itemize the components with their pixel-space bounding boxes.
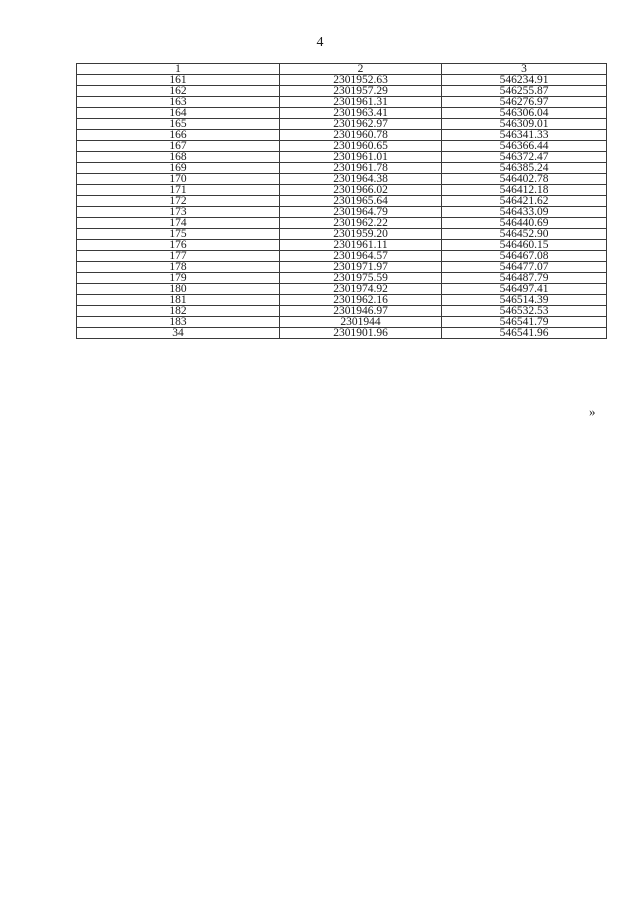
y-coordinate-cell: 546341.33 xyxy=(442,130,607,141)
x-coordinate-cell: 2301944 xyxy=(280,317,442,328)
point-number-cell: 177 xyxy=(77,251,280,262)
y-coordinate-cell: 546497.41 xyxy=(442,284,607,295)
y-coordinate-cell: 546460.15 xyxy=(442,240,607,251)
table-row xyxy=(77,86,607,97)
point-number-cell: 165 xyxy=(77,119,280,130)
y-coordinate-cell: 546452.90 xyxy=(442,229,607,240)
x-coordinate-cell: 2301964.57 xyxy=(280,251,442,262)
y-coordinate-cell: 546477.07 xyxy=(442,262,607,273)
point-number-cell: 169 xyxy=(77,163,280,174)
x-coordinate-cell: 2301963.41 xyxy=(280,108,442,119)
point-number-cell: 162 xyxy=(77,86,280,97)
y-coordinate-cell: 546234.91 xyxy=(442,75,607,86)
y-coordinate-cell: 546487.79 xyxy=(442,273,607,284)
point-number-cell: 174 xyxy=(77,218,280,229)
point-number-cell: 173 xyxy=(77,207,280,218)
x-coordinate-cell: 2301962.16 xyxy=(280,295,442,306)
point-number-cell: 166 xyxy=(77,130,280,141)
point-number-cell: 180 xyxy=(77,284,280,295)
table-row xyxy=(77,229,607,240)
x-coordinate-cell: 2301975.59 xyxy=(280,273,442,284)
table-row xyxy=(77,196,607,207)
x-coordinate-cell: 2301962.97 xyxy=(280,119,442,130)
x-coordinate-cell: 2301961.31 xyxy=(280,97,442,108)
table-row xyxy=(77,306,607,317)
point-number-cell: 182 xyxy=(77,306,280,317)
table-row xyxy=(77,75,607,86)
point-number-cell: 172 xyxy=(77,196,280,207)
y-coordinate-cell: 546366.44 xyxy=(442,141,607,152)
table-row xyxy=(77,97,607,108)
table-row xyxy=(77,218,607,229)
y-coordinate-cell: 546255.87 xyxy=(442,86,607,97)
point-number-cell: 164 xyxy=(77,108,280,119)
y-coordinate-cell: 546541.96 xyxy=(442,328,607,339)
table-row xyxy=(77,174,607,185)
x-coordinate-cell: 2301960.65 xyxy=(280,141,442,152)
x-coordinate-cell: 2301959.20 xyxy=(280,229,442,240)
column-header-x: 2 xyxy=(280,64,442,75)
x-coordinate-cell: 2301946.97 xyxy=(280,306,442,317)
table-header-row xyxy=(77,64,607,75)
table-row xyxy=(77,119,607,130)
table-row xyxy=(77,240,607,251)
point-number-cell: 170 xyxy=(77,174,280,185)
x-coordinate-cell: 2301952.63 xyxy=(280,75,442,86)
y-coordinate-cell: 546372.47 xyxy=(442,152,607,163)
y-coordinate-cell: 546532.53 xyxy=(442,306,607,317)
point-number-cell: 181 xyxy=(77,295,280,306)
y-coordinate-cell: 546541.79 xyxy=(442,317,607,328)
column-header-y: 3 xyxy=(442,64,607,75)
column-header-point-number: 1 xyxy=(77,64,280,75)
table-body xyxy=(77,75,607,339)
y-coordinate-cell: 546412.18 xyxy=(442,185,607,196)
y-coordinate-cell: 546309.01 xyxy=(442,119,607,130)
x-coordinate-cell: 2301965.64 xyxy=(280,196,442,207)
table-row xyxy=(77,163,607,174)
y-coordinate-cell: 546514.39 xyxy=(442,295,607,306)
y-coordinate-cell: 546385.24 xyxy=(442,163,607,174)
table-row xyxy=(77,262,607,273)
x-coordinate-cell: 2301964.38 xyxy=(280,174,442,185)
point-number-cell: 175 xyxy=(77,229,280,240)
point-number-cell: 178 xyxy=(77,262,280,273)
x-coordinate-cell: 2301901.96 xyxy=(280,328,442,339)
page-number: 4 xyxy=(316,35,324,50)
y-coordinate-cell: 546440.69 xyxy=(442,218,607,229)
coordinates-table xyxy=(76,63,607,339)
x-coordinate-cell: 2301961.01 xyxy=(280,152,442,163)
table-row xyxy=(77,295,607,306)
y-coordinate-cell: 546421.62 xyxy=(442,196,607,207)
point-number-cell: 179 xyxy=(77,273,280,284)
point-number-cell: 171 xyxy=(77,185,280,196)
x-coordinate-cell: 2301962.22 xyxy=(280,218,442,229)
point-number-cell: 34 xyxy=(77,328,280,339)
point-number-cell: 163 xyxy=(77,97,280,108)
y-coordinate-cell: 546467.08 xyxy=(442,251,607,262)
table-row xyxy=(77,108,607,119)
table-row xyxy=(77,141,607,152)
x-coordinate-cell: 2301961.78 xyxy=(280,163,442,174)
point-number-cell: 168 xyxy=(77,152,280,163)
table-row xyxy=(77,207,607,218)
table-row xyxy=(77,185,607,196)
table-row xyxy=(77,251,607,262)
y-coordinate-cell: 546306.04 xyxy=(442,108,607,119)
table-row xyxy=(77,328,607,339)
x-coordinate-cell: 2301964.79 xyxy=(280,207,442,218)
x-coordinate-cell: 2301966.02 xyxy=(280,185,442,196)
x-coordinate-cell: 2301974.92 xyxy=(280,284,442,295)
table-row xyxy=(77,284,607,295)
x-coordinate-cell: 2301961.11 xyxy=(280,240,442,251)
point-number-cell: 161 xyxy=(77,75,280,86)
table-row xyxy=(77,317,607,328)
x-coordinate-cell: 2301971.97 xyxy=(280,262,442,273)
x-coordinate-cell: 2301960.78 xyxy=(280,130,442,141)
y-coordinate-cell: 546276.97 xyxy=(442,97,607,108)
point-number-cell: 183 xyxy=(77,317,280,328)
point-number-cell: 176 xyxy=(77,240,280,251)
table-row xyxy=(77,152,607,163)
y-coordinate-cell: 546402.78 xyxy=(442,174,607,185)
x-coordinate-cell: 2301957.29 xyxy=(280,86,442,97)
point-number-cell: 167 xyxy=(77,141,280,152)
closing-quote-mark: » xyxy=(589,404,596,419)
table-row xyxy=(77,273,607,284)
y-coordinate-cell: 546433.09 xyxy=(442,207,607,218)
table-row xyxy=(77,130,607,141)
